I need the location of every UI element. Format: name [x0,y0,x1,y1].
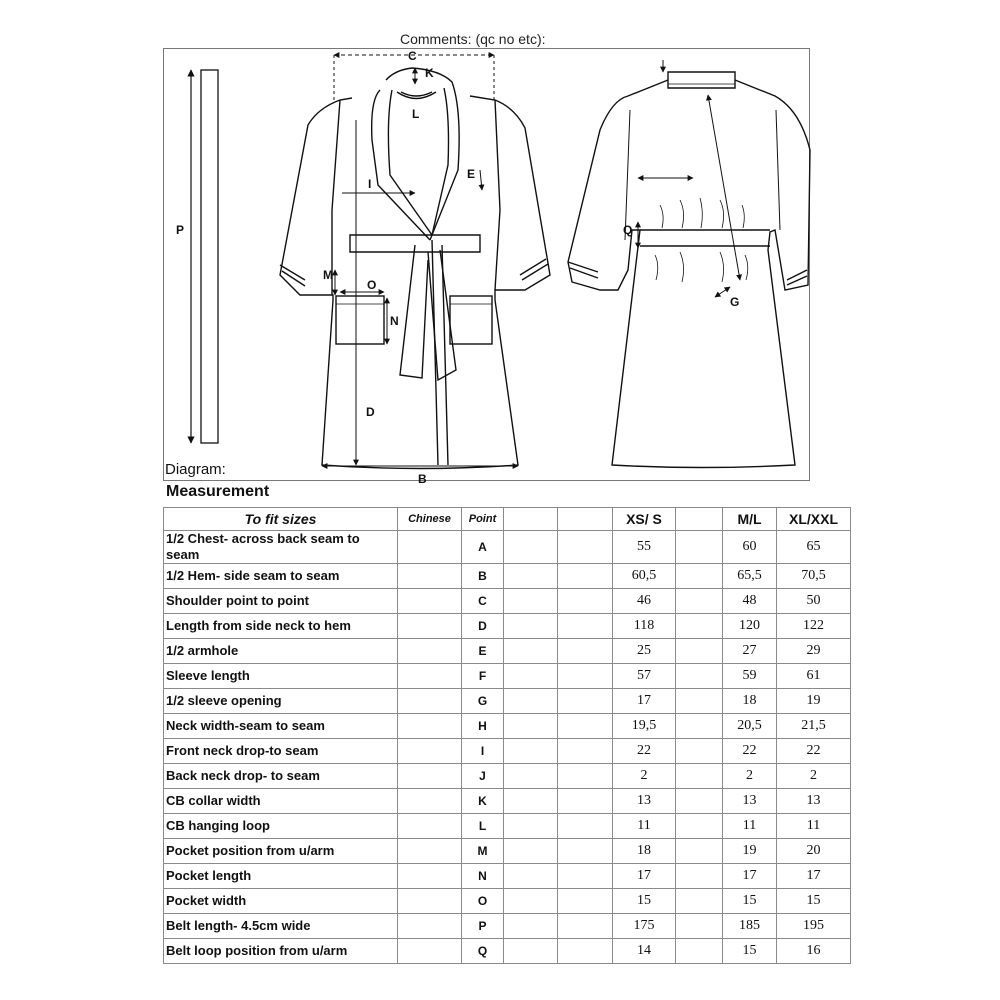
header-size-xs-s: XS/ S [613,508,676,531]
point-code: A [462,531,504,564]
marker-g: G [730,295,740,309]
table-row [164,739,851,764]
chinese-cell [398,564,462,589]
value-xs-s: 22 [613,739,676,764]
blank-cell [676,564,723,589]
measurement-description: Neck width-seam to seam [164,714,398,739]
table-row [164,639,851,664]
marker-n: N [390,314,399,328]
chinese-cell [398,664,462,689]
blank-cell [504,714,558,739]
blank-cell [676,914,723,939]
value-m-l: 11 [723,814,777,839]
blank-cell [676,689,723,714]
back-dimension-lines [638,60,740,297]
blank-cell [676,589,723,614]
header-blank [676,508,723,531]
measurement-description: Belt length- 4.5cm wide [164,914,398,939]
value-xl-xxl: 19 [777,689,851,714]
header-point: Point [462,508,504,531]
blank-cell [558,531,613,564]
blank-cell [676,839,723,864]
point-code: J [462,764,504,789]
measurement-description: Length from side neck to hem [164,614,398,639]
chinese-cell [398,889,462,914]
value-xl-xxl: 17 [777,864,851,889]
header-blank [504,508,558,531]
blank-cell [504,814,558,839]
chinese-cell [398,839,462,864]
value-m-l: 15 [723,939,777,964]
chinese-cell [398,689,462,714]
value-xl-xxl: 122 [777,614,851,639]
value-xl-xxl: 22 [777,739,851,764]
marker-k: K [425,66,434,80]
blank-cell [504,639,558,664]
point-code: G [462,689,504,714]
value-xl-xxl: 13 [777,789,851,814]
blank-cell [504,614,558,639]
blank-cell [676,889,723,914]
blank-cell [558,564,613,589]
value-xl-xxl: 20 [777,839,851,864]
value-xs-s: 14 [613,939,676,964]
point-code: L [462,814,504,839]
measurement-table [163,507,851,964]
marker-b: B [418,472,427,486]
value-xl-xxl: 195 [777,914,851,939]
header-blank [558,508,613,531]
value-xl-xxl: 61 [777,664,851,689]
chinese-cell [398,714,462,739]
marker-c: C [408,49,417,63]
point-code: M [462,839,504,864]
header-size-xl-xxl: XL/XXL [777,508,851,531]
chinese-cell [398,764,462,789]
table-row [164,814,851,839]
value-xs-s: 15 [613,889,676,914]
blank-cell [676,531,723,564]
blank-cell [558,639,613,664]
value-xl-xxl: 50 [777,589,851,614]
table-row [164,714,851,739]
chinese-cell [398,589,462,614]
table-row [164,939,851,964]
value-xs-s: 55 [613,531,676,564]
blank-cell [504,689,558,714]
value-xs-s: 13 [613,789,676,814]
measurement-description: 1/2 Hem- side seam to seam [164,564,398,589]
value-m-l: 22 [723,739,777,764]
point-code: F [462,664,504,689]
chinese-cell [398,864,462,889]
blank-cell [504,664,558,689]
value-xl-xxl: 21,5 [777,714,851,739]
point-code: D [462,614,504,639]
value-m-l: 13 [723,789,777,814]
table-row [164,789,851,814]
blank-cell [558,739,613,764]
blank-cell [676,664,723,689]
header-chinese: Chinese [398,508,462,531]
value-xs-s: 118 [613,614,676,639]
blank-cell [504,531,558,564]
blank-cell [504,564,558,589]
blank-cell [676,764,723,789]
chinese-cell [398,789,462,814]
value-xs-s: 11 [613,814,676,839]
blank-cell [504,864,558,889]
blank-cell [558,714,613,739]
blank-cell [676,614,723,639]
marker-m: M [323,268,333,282]
table-row [164,764,851,789]
measurement-title: Measurement [166,483,270,500]
marker-l: L [412,107,420,121]
blank-cell [676,714,723,739]
measurement-description: 1/2 armhole [164,639,398,664]
blank-cell [558,764,613,789]
value-m-l: 2 [723,764,777,789]
point-code: Q [462,939,504,964]
point-code: O [462,889,504,914]
blank-cell [558,839,613,864]
chinese-cell [398,939,462,964]
table-row [164,864,851,889]
value-m-l: 60 [723,531,777,564]
blank-cell [558,889,613,914]
value-xs-s: 60,5 [613,564,676,589]
value-xl-xxl: 16 [777,939,851,964]
blank-cell [504,589,558,614]
value-m-l: 48 [723,589,777,614]
value-m-l: 59 [723,664,777,689]
measurement-description: CB collar width [164,789,398,814]
marker-p: P [176,223,185,237]
blank-cell [676,639,723,664]
comments-label: Comments: (qc no etc): [400,31,546,47]
value-xs-s: 46 [613,589,676,614]
chinese-cell [398,814,462,839]
chinese-cell [398,914,462,939]
blank-cell [676,814,723,839]
measurement-description: Pocket length [164,864,398,889]
table-row [164,889,851,914]
point-code: C [462,589,504,614]
header-size-m-l: M/L [723,508,777,531]
value-xs-s: 175 [613,914,676,939]
front-robe-drawing [280,68,550,469]
marker-o: O [367,278,377,292]
chinese-cell [398,614,462,639]
table-row [164,839,851,864]
table-header-row [164,508,851,531]
table-row [164,531,851,564]
blank-cell [676,864,723,889]
chinese-cell [398,531,462,564]
value-m-l: 19 [723,839,777,864]
point-code: E [462,639,504,664]
blank-cell [676,939,723,964]
blank-cell [558,814,613,839]
measurement-description: 1/2 Chest- across back seam to seam [164,531,398,564]
value-xl-xxl: 11 [777,814,851,839]
value-m-l: 185 [723,914,777,939]
point-code: I [462,739,504,764]
front-dimension-lines [322,55,518,466]
marker-q: Q [623,223,633,237]
value-xl-xxl: 70,5 [777,564,851,589]
blank-cell [558,789,613,814]
measurement-description: 1/2 sleeve opening [164,689,398,714]
value-xs-s: 18 [613,839,676,864]
point-code: K [462,789,504,814]
value-xs-s: 57 [613,664,676,689]
belt-drawing [191,70,218,443]
point-code: H [462,714,504,739]
blank-cell [676,739,723,764]
table-row [164,564,851,589]
point-code: B [462,564,504,589]
table-row [164,689,851,714]
value-xs-s: 17 [613,689,676,714]
value-xl-xxl: 29 [777,639,851,664]
table-row [164,614,851,639]
point-code: P [462,914,504,939]
value-m-l: 65,5 [723,564,777,589]
table-row [164,664,851,689]
marker-e: E [467,167,476,181]
table-row [164,914,851,939]
back-robe-drawing [568,72,810,468]
value-m-l: 17 [723,864,777,889]
value-xs-s: 19,5 [613,714,676,739]
point-code: N [462,864,504,889]
measurement-description: CB hanging loop [164,814,398,839]
value-xs-s: 25 [613,639,676,664]
measurement-description: Back neck drop- to seam [164,764,398,789]
value-m-l: 27 [723,639,777,664]
marker-d: D [366,405,375,419]
value-xs-s: 2 [613,764,676,789]
blank-cell [558,914,613,939]
blank-cell [504,789,558,814]
blank-cell [504,764,558,789]
measurement-description: Pocket position from u/arm [164,839,398,864]
chinese-cell [398,639,462,664]
blank-cell [558,664,613,689]
value-m-l: 120 [723,614,777,639]
measurement-description: Front neck drop-to seam [164,739,398,764]
value-m-l: 18 [723,689,777,714]
blank-cell [504,889,558,914]
table-row [164,589,851,614]
value-m-l: 15 [723,889,777,914]
blank-cell [558,614,613,639]
marker-i: I [368,177,372,191]
measurement-description: Pocket width [164,889,398,914]
measurement-description: Sleeve length [164,664,398,689]
value-m-l: 20,5 [723,714,777,739]
blank-cell [504,839,558,864]
blank-cell [558,939,613,964]
blank-cell [558,589,613,614]
blank-cell [504,914,558,939]
measurement-description: Shoulder point to point [164,589,398,614]
chinese-cell [398,739,462,764]
blank-cell [504,939,558,964]
blank-cell [558,864,613,889]
value-xl-xxl: 65 [777,531,851,564]
diagram-label: Diagram: [165,461,226,478]
measurement-description: Belt loop position from u/arm [164,939,398,964]
value-xs-s: 17 [613,864,676,889]
blank-cell [558,689,613,714]
header-to-fit-sizes: To fit sizes [164,508,398,531]
value-xl-xxl: 15 [777,889,851,914]
blank-cell [676,789,723,814]
value-xl-xxl: 2 [777,764,851,789]
blank-cell [504,739,558,764]
